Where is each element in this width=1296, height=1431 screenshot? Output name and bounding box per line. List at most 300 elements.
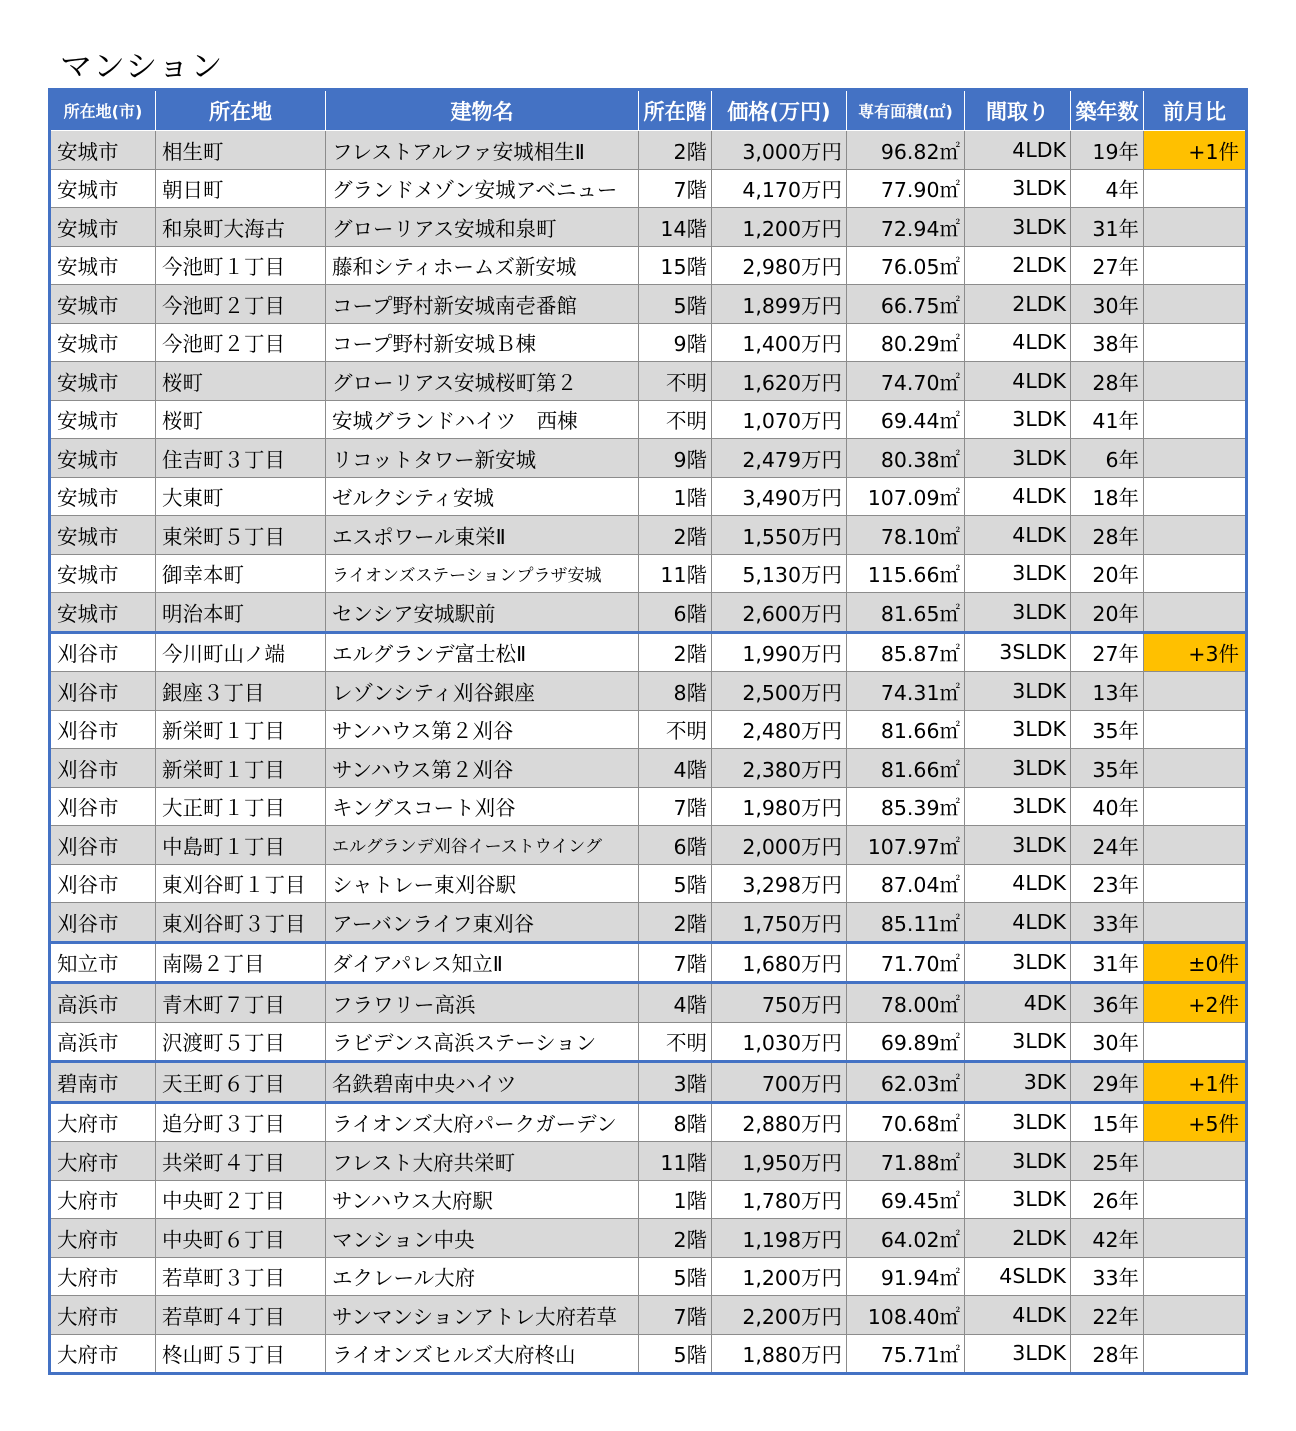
cell-floor: 6階	[639, 593, 712, 633]
cell-building: キングスコート刈谷	[326, 787, 639, 826]
cell-age: 27年	[1071, 246, 1144, 285]
cell-building: サンハウス第２刈谷	[326, 749, 639, 788]
cell-price: 2,480万円	[712, 710, 847, 749]
cell-building: センシア安城駅前	[326, 593, 639, 633]
cell-building: ラビデンス高浜ステーション	[326, 1022, 639, 1062]
cell-floor: 4階	[639, 749, 712, 788]
cell-layout: 4SLDK	[965, 1257, 1071, 1296]
cell-area: 69.45㎡	[847, 1180, 965, 1219]
cell-floor: 2階	[639, 632, 712, 672]
cell-change: ±0件	[1144, 942, 1247, 983]
cell-floor: 7階	[639, 169, 712, 208]
cell-floor: 9階	[639, 323, 712, 362]
cell-layout: 3LDK	[965, 400, 1071, 439]
cell-city: 安城市	[50, 323, 156, 362]
cell-address: 朝日町	[156, 169, 326, 208]
cell-age: 26年	[1071, 1180, 1144, 1219]
cell-change	[1144, 246, 1247, 285]
cell-age: 40年	[1071, 787, 1144, 826]
cell-price: 1,400万円	[712, 323, 847, 362]
cell-floor: 4階	[639, 983, 712, 1023]
cell-address: 相生町	[156, 131, 326, 170]
page-title: マンション	[60, 47, 224, 85]
cell-change	[1144, 864, 1247, 903]
cell-age: 18年	[1071, 477, 1144, 516]
cell-price: 2,200万円	[712, 1296, 847, 1335]
cell-layout: 3LDK	[965, 1102, 1071, 1142]
cell-layout: 4DK	[965, 983, 1071, 1023]
cell-address: 今池町２丁目	[156, 323, 326, 362]
header-building: 建物名	[326, 90, 639, 131]
cell-price: 2,600万円	[712, 593, 847, 633]
cell-area: 108.40㎡	[847, 1296, 965, 1335]
cell-floor: 7階	[639, 942, 712, 983]
cell-building: アーバンライフ東刈谷	[326, 903, 639, 943]
cell-change	[1144, 439, 1247, 478]
table-row	[50, 1062, 1247, 1103]
cell-layout: 4LDK	[965, 516, 1071, 555]
cell-floor: 不明	[639, 710, 712, 749]
cell-floor: 2階	[639, 516, 712, 555]
cell-city: 安城市	[50, 593, 156, 633]
cell-change	[1144, 787, 1247, 826]
cell-age: 41年	[1071, 400, 1144, 439]
cell-building: 安城グランドハイツ 西棟	[326, 400, 639, 439]
cell-area: 78.00㎡	[847, 983, 965, 1023]
cell-layout: 2LDK	[965, 1219, 1071, 1258]
cell-city: 安城市	[50, 246, 156, 285]
cell-area: 81.65㎡	[847, 593, 965, 633]
cell-building: サンハウス第２刈谷	[326, 710, 639, 749]
cell-address: 若草町３丁目	[156, 1257, 326, 1296]
cell-floor: 1階	[639, 477, 712, 516]
cell-building: サンマンションアトレ大府若草	[326, 1296, 639, 1335]
cell-layout: 4LDK	[965, 323, 1071, 362]
cell-area: 64.02㎡	[847, 1219, 965, 1258]
cell-layout: 4LDK	[965, 477, 1071, 516]
cell-address: 明治本町	[156, 593, 326, 633]
cell-area: 77.90㎡	[847, 169, 965, 208]
cell-city: 刈谷市	[50, 826, 156, 865]
cell-price: 1,200万円	[712, 208, 847, 247]
cell-price: 3,298万円	[712, 864, 847, 903]
cell-city: 大府市	[50, 1142, 156, 1181]
cell-layout: 2LDK	[965, 285, 1071, 324]
cell-price: 2,880万円	[712, 1102, 847, 1142]
cell-change: +1件	[1144, 131, 1247, 170]
cell-address: 今池町１丁目	[156, 246, 326, 285]
cell-building: エルグランデ刈谷イーストウイング	[326, 826, 639, 865]
cell-building: シャトレー東刈谷駅	[326, 864, 639, 903]
cell-price: 2,500万円	[712, 672, 847, 711]
header-city: 所在地(市)	[50, 90, 156, 131]
cell-city: 刈谷市	[50, 864, 156, 903]
cell-address: 新栄町１丁目	[156, 710, 326, 749]
cell-address: 桜町	[156, 400, 326, 439]
cell-age: 38年	[1071, 323, 1144, 362]
cell-area: 70.68㎡	[847, 1102, 965, 1142]
cell-price: 5,130万円	[712, 554, 847, 593]
cell-layout: 3LDK	[965, 439, 1071, 478]
cell-city: 知立市	[50, 942, 156, 983]
header-layout: 間取り	[965, 90, 1071, 131]
cell-city: 安城市	[50, 554, 156, 593]
cell-floor: 5階	[639, 285, 712, 324]
cell-building: フレストアルファ安城相生Ⅱ	[326, 131, 639, 170]
cell-price: 2,000万円	[712, 826, 847, 865]
cell-floor: 不明	[639, 1022, 712, 1062]
cell-area: 107.09㎡	[847, 477, 965, 516]
cell-floor: 14階	[639, 208, 712, 247]
cell-price: 4,170万円	[712, 169, 847, 208]
cell-area: 74.31㎡	[847, 672, 965, 711]
cell-address: 沢渡町５丁目	[156, 1022, 326, 1062]
cell-city: 安城市	[50, 362, 156, 401]
cell-floor: 5階	[639, 1257, 712, 1296]
cell-price: 750万円	[712, 983, 847, 1023]
cell-building: グローリアス安城桜町第２	[326, 362, 639, 401]
cell-age: 20年	[1071, 593, 1144, 633]
cell-layout: 3LDK	[965, 1022, 1071, 1062]
cell-change: +2件	[1144, 983, 1247, 1023]
table-row	[50, 749, 1247, 788]
cell-city: 大府市	[50, 1180, 156, 1219]
cell-building: エルグランデ富士松Ⅱ	[326, 632, 639, 672]
cell-layout: 3LDK	[965, 208, 1071, 247]
header-area: 専有面積(㎡)	[847, 90, 965, 131]
table-row	[50, 285, 1247, 324]
cell-change	[1144, 1142, 1247, 1181]
cell-address: 青木町７丁目	[156, 983, 326, 1023]
cell-area: 76.05㎡	[847, 246, 965, 285]
cell-city: 安城市	[50, 400, 156, 439]
cell-price: 3,000万円	[712, 131, 847, 170]
header-age: 築年数	[1071, 90, 1144, 131]
cell-area: 74.70㎡	[847, 362, 965, 401]
cell-building: マンション中央	[326, 1219, 639, 1258]
cell-address: 銀座３丁目	[156, 672, 326, 711]
cell-price: 1,030万円	[712, 1022, 847, 1062]
cell-floor: 6階	[639, 826, 712, 865]
table-row	[50, 208, 1247, 247]
cell-city: 刈谷市	[50, 710, 156, 749]
cell-age: 33年	[1071, 1257, 1144, 1296]
cell-building: グローリアス安城和泉町	[326, 208, 639, 247]
cell-floor: 11階	[639, 1142, 712, 1181]
cell-age: 31年	[1071, 942, 1144, 983]
cell-change	[1144, 710, 1247, 749]
table-row	[50, 593, 1247, 633]
cell-price: 1,780万円	[712, 1180, 847, 1219]
cell-city: 安城市	[50, 208, 156, 247]
cell-building: フラワリー高浜	[326, 983, 639, 1023]
cell-building: 藤和シティホームズ新安城	[326, 246, 639, 285]
cell-change	[1144, 1334, 1247, 1374]
cell-price: 1,980万円	[712, 787, 847, 826]
table-row	[50, 942, 1247, 983]
listing-table	[48, 88, 1248, 1375]
cell-price: 1,899万円	[712, 285, 847, 324]
cell-city: 大府市	[50, 1334, 156, 1374]
table-row	[50, 246, 1247, 285]
cell-layout: 3LDK	[965, 169, 1071, 208]
cell-address: 東栄町５丁目	[156, 516, 326, 555]
cell-layout: 3LDK	[965, 1334, 1071, 1374]
cell-change	[1144, 400, 1247, 439]
cell-city: 安城市	[50, 439, 156, 478]
cell-area: 62.03㎡	[847, 1062, 965, 1103]
table-row	[50, 362, 1247, 401]
cell-building: リコットタワー新安城	[326, 439, 639, 478]
cell-city: 高浜市	[50, 983, 156, 1023]
cell-change	[1144, 749, 1247, 788]
cell-layout: 3LDK	[965, 787, 1071, 826]
cell-age: 25年	[1071, 1142, 1144, 1181]
cell-area: 91.94㎡	[847, 1257, 965, 1296]
cell-layout: 3DK	[965, 1062, 1071, 1103]
cell-price: 1,750万円	[712, 903, 847, 943]
cell-change	[1144, 554, 1247, 593]
table-row	[50, 439, 1247, 478]
cell-building: コープ野村新安城南壱番館	[326, 285, 639, 324]
cell-area: 85.87㎡	[847, 632, 965, 672]
cell-floor: 不明	[639, 362, 712, 401]
cell-change	[1144, 1257, 1247, 1296]
cell-age: 30年	[1071, 285, 1144, 324]
cell-price: 700万円	[712, 1062, 847, 1103]
cell-address: 中島町１丁目	[156, 826, 326, 865]
cell-change	[1144, 323, 1247, 362]
cell-address: 和泉町大海古	[156, 208, 326, 247]
cell-city: 安城市	[50, 516, 156, 555]
cell-layout: 3LDK	[965, 749, 1071, 788]
cell-age: 22年	[1071, 1296, 1144, 1335]
cell-area: 71.70㎡	[847, 942, 965, 983]
cell-price: 1,680万円	[712, 942, 847, 983]
cell-layout: 3LDK	[965, 672, 1071, 711]
cell-floor: 2階	[639, 131, 712, 170]
cell-change	[1144, 208, 1247, 247]
cell-age: 27年	[1071, 632, 1144, 672]
cell-floor: 2階	[639, 1219, 712, 1258]
cell-floor: 11階	[639, 554, 712, 593]
cell-age: 28年	[1071, 362, 1144, 401]
cell-change	[1144, 593, 1247, 633]
table-row	[50, 323, 1247, 362]
header-address: 所在地	[156, 90, 326, 131]
cell-change	[1144, 1022, 1247, 1062]
cell-change	[1144, 477, 1247, 516]
cell-address: 今池町２丁目	[156, 285, 326, 324]
cell-age: 30年	[1071, 1022, 1144, 1062]
cell-city: 刈谷市	[50, 672, 156, 711]
cell-age: 6年	[1071, 439, 1144, 478]
cell-floor: 8階	[639, 1102, 712, 1142]
cell-city: 安城市	[50, 131, 156, 170]
table-row	[50, 1180, 1247, 1219]
cell-floor: 3階	[639, 1062, 712, 1103]
cell-price: 1,990万円	[712, 632, 847, 672]
cell-change: +1件	[1144, 1062, 1247, 1103]
cell-layout: 3LDK	[965, 826, 1071, 865]
table-row	[50, 1022, 1247, 1062]
table-row	[50, 400, 1247, 439]
cell-address: 南陽２丁目	[156, 942, 326, 983]
table-row	[50, 516, 1247, 555]
cell-change	[1144, 672, 1247, 711]
cell-change	[1144, 1296, 1247, 1335]
cell-layout: 3LDK	[965, 1180, 1071, 1219]
cell-city: 高浜市	[50, 1022, 156, 1062]
cell-layout: 3LDK	[965, 1142, 1071, 1181]
cell-city: 碧南市	[50, 1062, 156, 1103]
cell-age: 35年	[1071, 749, 1144, 788]
cell-area: 81.66㎡	[847, 749, 965, 788]
cell-floor: 5階	[639, 1334, 712, 1374]
cell-area: 72.94㎡	[847, 208, 965, 247]
cell-floor: 9階	[639, 439, 712, 478]
cell-price: 3,490万円	[712, 477, 847, 516]
cell-area: 107.97㎡	[847, 826, 965, 865]
cell-area: 78.10㎡	[847, 516, 965, 555]
cell-age: 4年	[1071, 169, 1144, 208]
cell-area: 69.44㎡	[847, 400, 965, 439]
cell-change	[1144, 362, 1247, 401]
table-row	[50, 787, 1247, 826]
cell-city: 刈谷市	[50, 632, 156, 672]
cell-change	[1144, 826, 1247, 865]
cell-address: 東刈谷町１丁目	[156, 864, 326, 903]
cell-floor: 1階	[639, 1180, 712, 1219]
cell-price: 2,980万円	[712, 246, 847, 285]
cell-building: ダイアパレス知立Ⅱ	[326, 942, 639, 983]
table-row	[50, 632, 1247, 672]
table-row	[50, 903, 1247, 943]
cell-age: 28年	[1071, 1334, 1144, 1374]
cell-building: ライオンズヒルズ大府柊山	[326, 1334, 639, 1374]
cell-city: 安城市	[50, 285, 156, 324]
cell-city: 刈谷市	[50, 749, 156, 788]
cell-area: 96.82㎡	[847, 131, 965, 170]
cell-area: 85.39㎡	[847, 787, 965, 826]
cell-building: コープ野村新安城Ｂ棟	[326, 323, 639, 362]
cell-age: 29年	[1071, 1062, 1144, 1103]
table-row	[50, 710, 1247, 749]
cell-address: 大正町１丁目	[156, 787, 326, 826]
cell-price: 1,070万円	[712, 400, 847, 439]
cell-layout: 3LDK	[965, 593, 1071, 633]
cell-change	[1144, 285, 1247, 324]
cell-price: 1,880万円	[712, 1334, 847, 1374]
table-row	[50, 1142, 1247, 1181]
cell-address: 共栄町４丁目	[156, 1142, 326, 1181]
cell-building: レゾンシティ刈谷銀座	[326, 672, 639, 711]
cell-layout: 4LDK	[965, 362, 1071, 401]
cell-layout: 3LDK	[965, 554, 1071, 593]
cell-change	[1144, 1180, 1247, 1219]
cell-building: ライオンズ大府パークガーデン	[326, 1102, 639, 1142]
table-row	[50, 864, 1247, 903]
cell-price: 1,200万円	[712, 1257, 847, 1296]
table-row	[50, 169, 1247, 208]
cell-city: 大府市	[50, 1102, 156, 1142]
cell-address: 柊山町５丁目	[156, 1334, 326, 1374]
cell-building: ゼルクシティ安城	[326, 477, 639, 516]
header-price: 価格(万円)	[712, 90, 847, 131]
cell-age: 28年	[1071, 516, 1144, 555]
header-floor: 所在階	[639, 90, 712, 131]
cell-address: 天王町６丁目	[156, 1062, 326, 1103]
cell-age: 31年	[1071, 208, 1144, 247]
cell-change: +5件	[1144, 1102, 1247, 1142]
cell-address: 御幸本町	[156, 554, 326, 593]
cell-age: 19年	[1071, 131, 1144, 170]
cell-building: エクレール大府	[326, 1257, 639, 1296]
cell-change	[1144, 903, 1247, 943]
cell-floor: 5階	[639, 864, 712, 903]
table-row	[50, 672, 1247, 711]
cell-layout: 3LDK	[965, 710, 1071, 749]
cell-age: 13年	[1071, 672, 1144, 711]
cell-address: 東刈谷町３丁目	[156, 903, 326, 943]
cell-building: サンハウス大府駅	[326, 1180, 639, 1219]
table-row	[50, 1296, 1247, 1335]
cell-building: ライオンズステーションプラザ安城	[326, 554, 639, 593]
cell-age: 42年	[1071, 1219, 1144, 1258]
cell-city: 刈谷市	[50, 787, 156, 826]
cell-address: 新栄町１丁目	[156, 749, 326, 788]
cell-layout: 2LDK	[965, 246, 1071, 285]
cell-area: 80.38㎡	[847, 439, 965, 478]
cell-area: 115.66㎡	[847, 554, 965, 593]
header-row	[50, 90, 1247, 131]
cell-age: 24年	[1071, 826, 1144, 865]
cell-city: 大府市	[50, 1296, 156, 1335]
cell-age: 23年	[1071, 864, 1144, 903]
cell-layout: 4LDK	[965, 131, 1071, 170]
cell-price: 1,950万円	[712, 1142, 847, 1181]
cell-address: 桜町	[156, 362, 326, 401]
table-row	[50, 1219, 1247, 1258]
cell-change: +3件	[1144, 632, 1247, 672]
table-row	[50, 826, 1247, 865]
cell-building: フレスト大府共栄町	[326, 1142, 639, 1181]
table-row	[50, 983, 1247, 1023]
cell-change	[1144, 169, 1247, 208]
table-row	[50, 477, 1247, 516]
cell-area: 87.04㎡	[847, 864, 965, 903]
cell-area: 80.29㎡	[847, 323, 965, 362]
cell-address: 追分町３丁目	[156, 1102, 326, 1142]
cell-building: 名鉄碧南中央ハイツ	[326, 1062, 639, 1103]
cell-floor: 7階	[639, 787, 712, 826]
table-row	[50, 1334, 1247, 1374]
cell-floor: 不明	[639, 400, 712, 439]
cell-age: 33年	[1071, 903, 1144, 943]
cell-city: 大府市	[50, 1257, 156, 1296]
cell-change	[1144, 1219, 1247, 1258]
cell-address: 住吉町３丁目	[156, 439, 326, 478]
cell-price: 1,550万円	[712, 516, 847, 555]
cell-city: 安城市	[50, 477, 156, 516]
table-row	[50, 1102, 1247, 1142]
cell-building: エスポワール東栄Ⅱ	[326, 516, 639, 555]
cell-city: 大府市	[50, 1219, 156, 1258]
cell-address: 若草町４丁目	[156, 1296, 326, 1335]
cell-area: 75.71㎡	[847, 1334, 965, 1374]
table-row	[50, 1257, 1247, 1296]
cell-floor: 7階	[639, 1296, 712, 1335]
